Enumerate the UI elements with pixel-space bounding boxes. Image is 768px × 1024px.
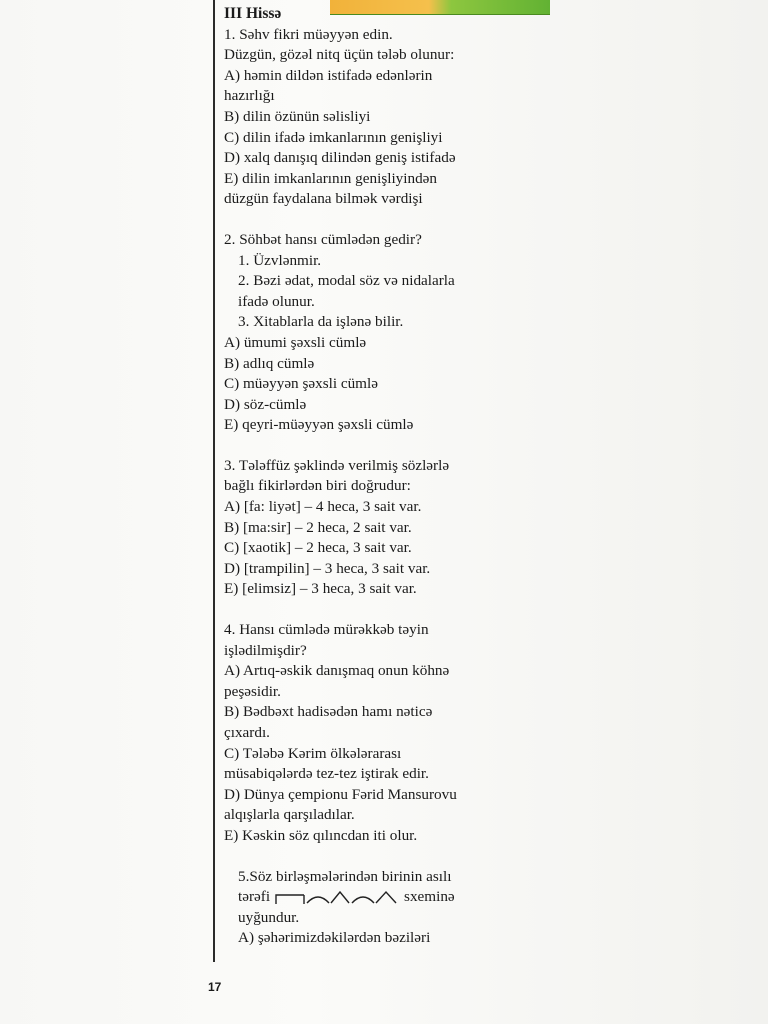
question-4 [224,620,524,847]
question-2-option-a: A) ümumi şəxsli cümlə [224,333,367,351]
question-4-option-a: A) Artıq-əskik danışmaq onun köhnə [224,662,450,680]
question-1-stem: 1. Səhv fikri müəyyən edin. [224,25,393,43]
question-5-stem: 5.Söz birləşmələrindən birinin asılı [238,867,452,885]
question-4-option-c-cont: müsabiqələrdə tez-tez iştirak edir. [224,765,429,783]
section-title: III Hissə [224,5,282,22]
question-1-prompt: Düzgün, gözəl nitq üçün tələb olunur: [224,46,455,64]
question-3-option-e: E) [elimsiz] – 3 heca, 3 sait var. [224,580,417,598]
question-1-option-e: E) dilin imkanlarının genişliyindən [224,169,438,187]
question-2 [224,230,524,436]
question-1-option-c: C) dilin ifadə imkanlarının genişliyi [224,128,443,146]
question-3-option-c: C) [xaotik] – 2 heca, 3 sait var. [224,539,412,557]
question-3-stem: 3. Tələffüz şəklində verilmiş sözlərlə [224,456,450,474]
question-2-statement-2-cont: ifadə olunur. [238,292,315,310]
question-column [224,4,524,949]
question-4-option-d-cont: alqışlarla qarşıladılar. [224,806,355,824]
question-1 [224,25,524,210]
question-5-option-a: A) şəhərimizdəkilərdən bəziləri [238,929,431,947]
question-3-option-a: A) [fa: liyət] – 4 heca, 3 sait var. [224,498,422,516]
page-number: 17 [208,980,222,994]
question-2-option-d: D) söz-cümlə [224,395,307,413]
question-2-option-c: C) müəyyən şəxsli cümlə [224,375,378,393]
question-1-option-b: B) dilin özünün səlisliyi [224,107,371,125]
question-3-option-b: B) [ma:sir] – 2 heca, 2 sait var. [224,518,412,536]
question-1-option-a-cont: hazırlığı [224,87,275,105]
question-2-stem: 2. Söhbət hansı cümlədən gedir? [224,230,422,248]
question-4-option-d: D) Dünya çempionu Fərid Mansurovu [224,785,457,803]
question-2-option-b: B) adlıq cümlə [224,354,315,372]
question-3 [224,456,524,600]
question-4-option-e: E) Kəskin söz qılıncdan iti olur. [224,826,418,844]
question-3-option-d: D) [trampilin] – 3 heca, 3 sait var. [224,559,431,577]
question-5 [224,867,524,949]
question-2-statement-3: 3. Xitablarla da işlənə bilir. [238,313,404,331]
question-5-scheme-line [238,887,524,908]
question-2-statement-2: 2. Bəzi ədat, modal söz və nidalarla [238,272,455,290]
question-2-statement-1: 1. Üzvlənmir. [238,251,322,269]
question-1-option-d: D) xalq danışıq dilindən geniş istifadə [224,149,456,167]
question-3-stem-cont: bağlı fikirlərdən biri doğrudur: [224,477,411,495]
question-5-scheme-after: sxeminə [404,888,455,906]
question-4-stem: 4. Hansı cümlədə mürəkkəb təyin [224,621,429,639]
question-5-stem-end: uyğundur. [238,908,300,926]
question-1-option-e-cont: düzgün faydalana bilmək vərdişi [224,190,423,208]
question-4-stem-cont: işlədilmişdir? [224,641,307,659]
question-2-option-e: E) qeyri-müəyyən şəxsli cümlə [224,416,414,434]
bleed-through-shadow [520,300,760,860]
question-4-option-c: C) Tələbə Kərim ölkələrarası [224,744,402,762]
question-4-option-a-cont: peşəsidir. [224,682,281,700]
question-1-option-a: A) həmin dildən istifadə edənlərin [224,66,433,84]
question-4-option-b-cont: çıxardı. [224,724,270,741]
phrase-scheme-diagram [274,890,400,906]
question-4-option-b: B) Bədbəxt hadisədən hamı nəticə [224,703,433,721]
question-5-scheme-before: tərəfi [238,888,271,906]
column-divider [213,0,215,962]
